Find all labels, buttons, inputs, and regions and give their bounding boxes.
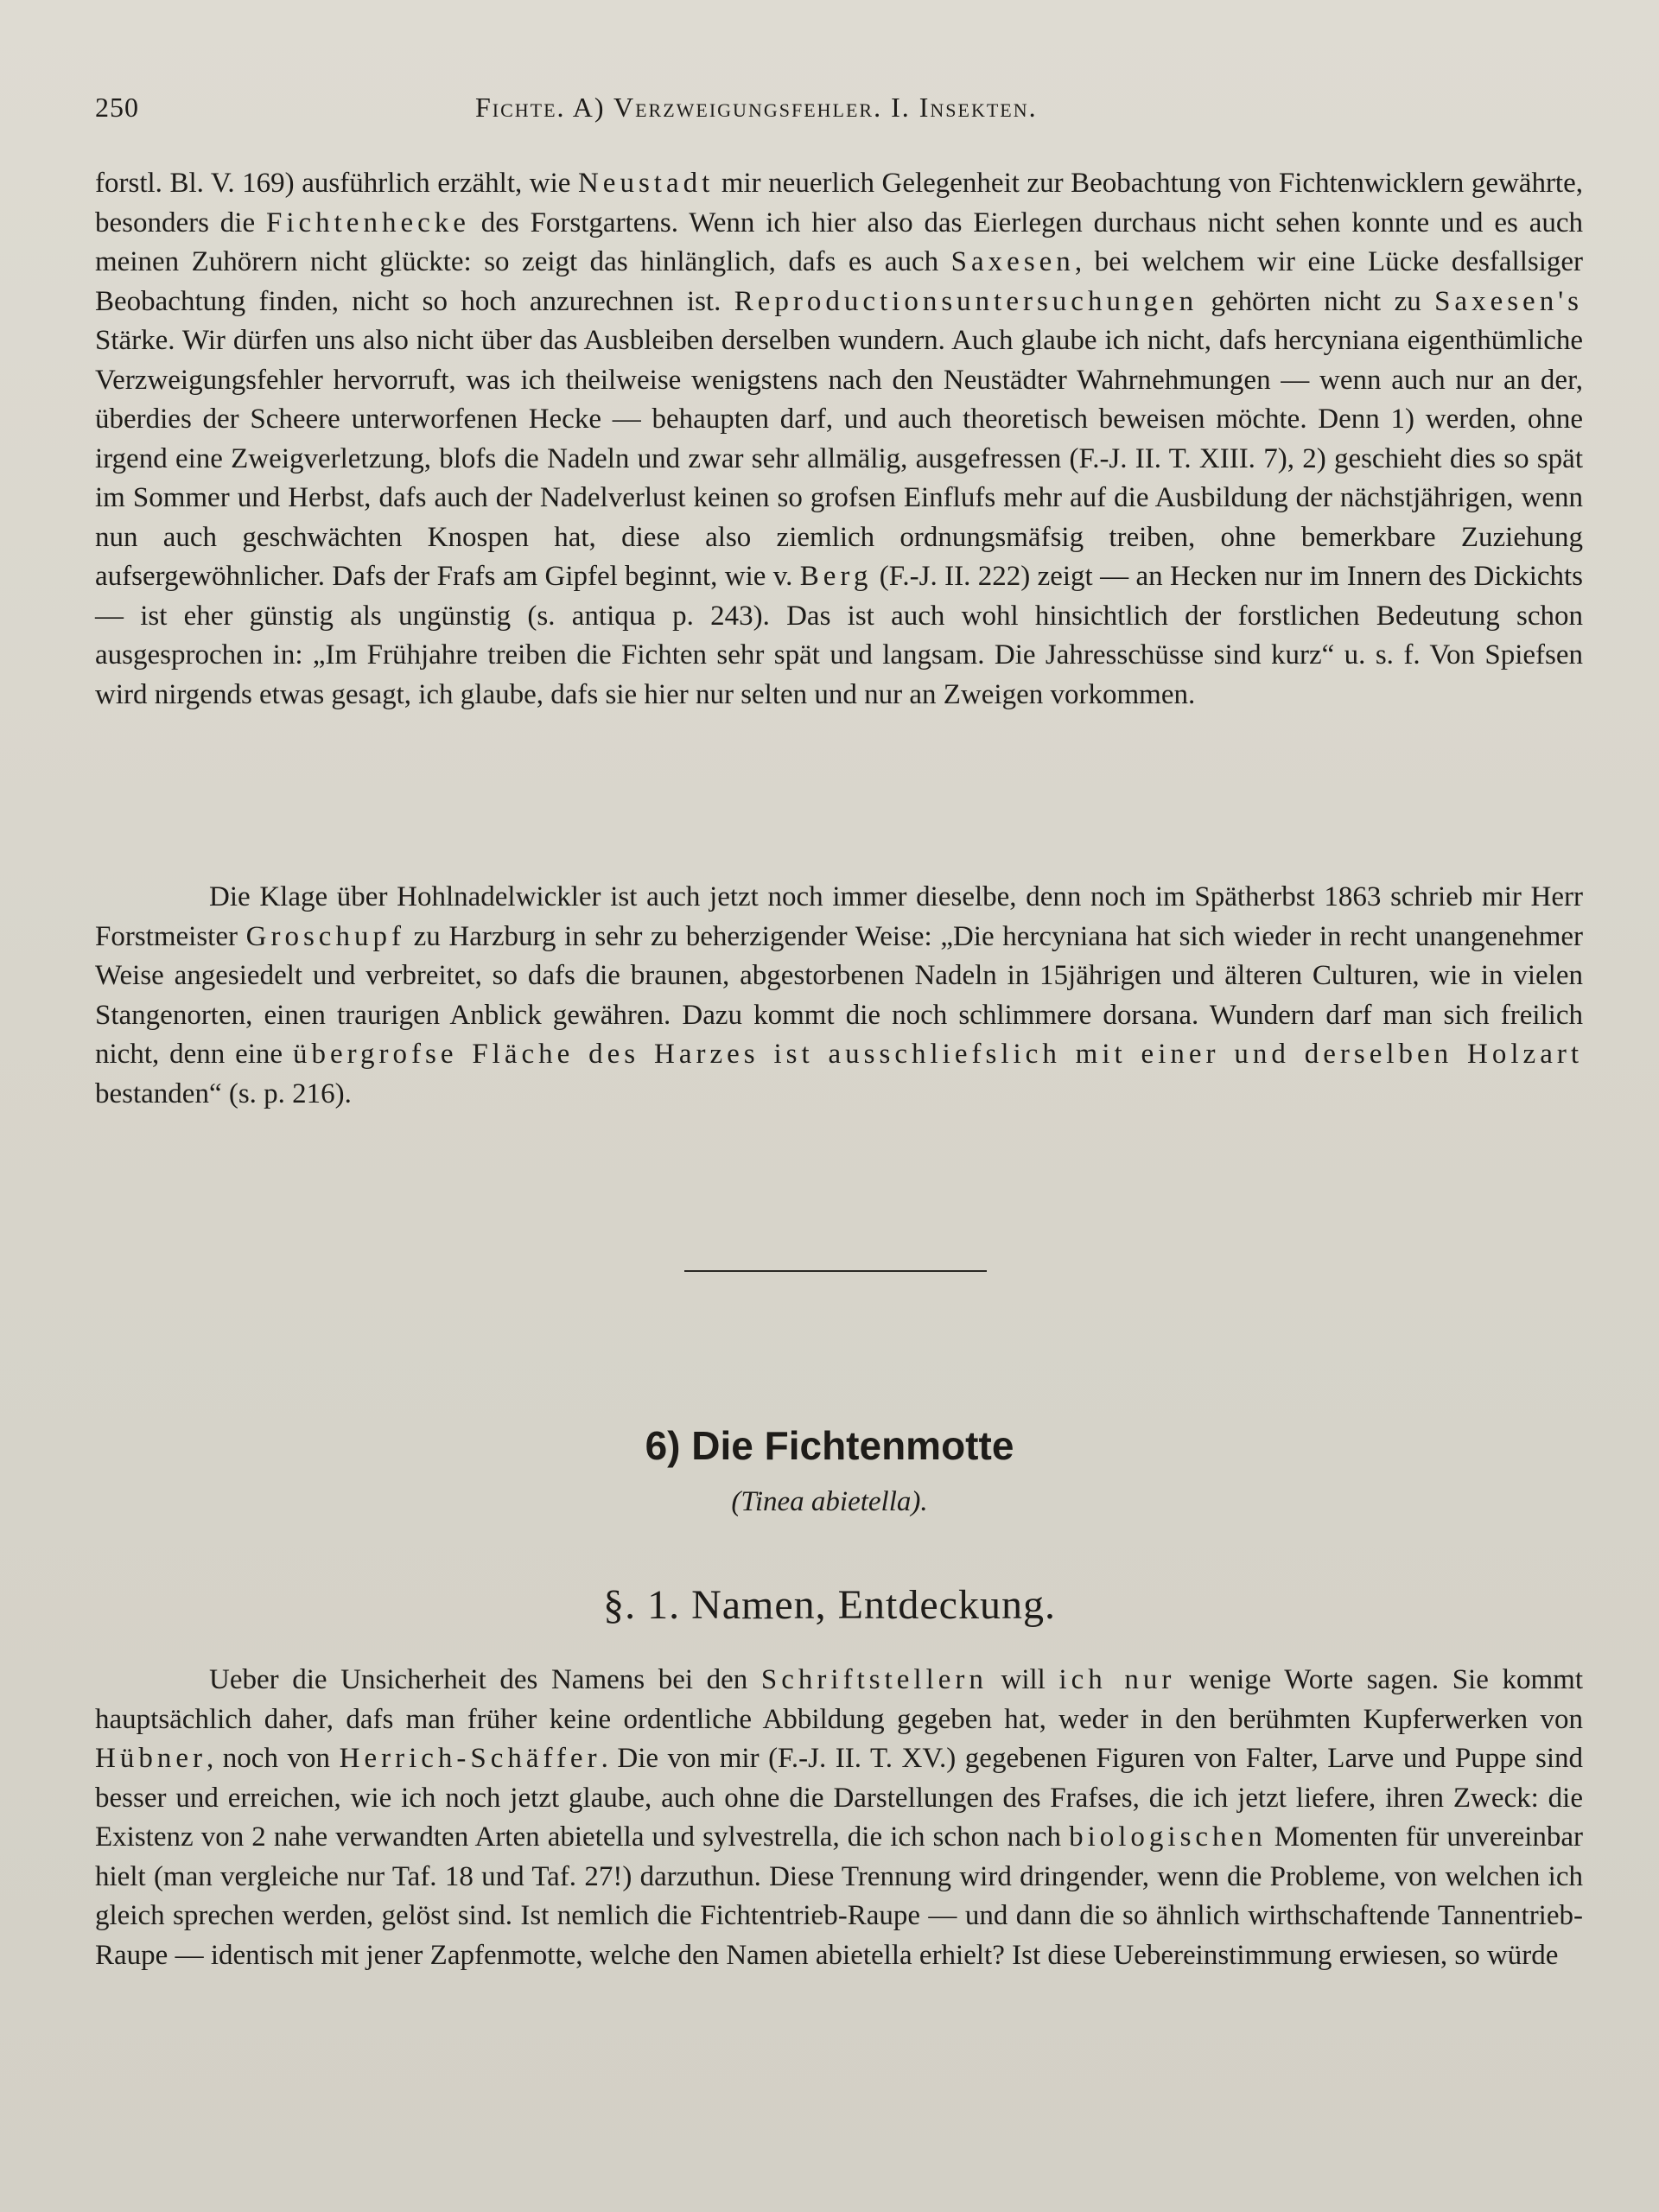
- text-run: Schriftstellern: [760, 1664, 988, 1695]
- text-run: Saxesen's: [1434, 285, 1583, 317]
- text-run: F.-J. II. T. XV.: [778, 1743, 947, 1774]
- text-run: . Die von mir (: [601, 1743, 779, 1774]
- paragraph-continued: [95, 164, 1583, 715]
- text-run: wird nirgends etwas gesagt, ich glaube, dafs sie hier nur selten und nur an Zweigen vorkommen.: [95, 678, 1196, 710]
- text-run: Saxesen: [950, 246, 1075, 277]
- text-run: Fichtenwicklern: [1278, 168, 1465, 199]
- text-run: Spiefsen: [1484, 639, 1583, 671]
- text-run: Herrich-Schäffer: [339, 1743, 601, 1774]
- text-run: p. 243). Das ist auch wohl hinsichtlich der forstlichen Bedeutung schon ausgesprochen in: „Im Frühjahre treiben die: [95, 600, 1584, 671]
- text-run: abietella: [815, 1939, 912, 1971]
- text-run: gewährte, besonders die: [95, 168, 1584, 238]
- text-run: hat sich wieder in recht unangenehmer Weise angesiedelt und verbreitet, so dafs die braunen, abgestorbenen Nadeln in 15jährigen und älteren Culturen, wie in vielen Stangenorten, einen traurigen Anblick gewähren. Dazu kommt die noch schlimmere: [95, 920, 1584, 1031]
- text-run: , noch von: [206, 1743, 340, 1774]
- text-run: ist auch jetzt noch immer dieselbe, denn noch im Spätherbst 1863 schrieb mir Herr Forstmeister: [95, 881, 1583, 952]
- text-run: dorsana: [1103, 999, 1192, 1031]
- text-run: biologischen: [1069, 1821, 1267, 1853]
- page-number: 250: [95, 92, 139, 123]
- text-run: Fichten: [621, 639, 708, 671]
- text-run: antiqua: [571, 600, 656, 632]
- paragraph-heading: §. 1. Namen, Entdeckung.: [603, 1582, 1056, 1628]
- text-run: Die Klage über: [209, 881, 397, 912]
- section-subtitle: (Tinea abietella).: [731, 1486, 928, 1517]
- text-run: eigenthümliche Verzweigungsfehler hervorruft, was ich theilweise wenigstens nach den Neustädter Wahrnehmungen — wenn auch nur an der, überdies der Scheere unterworfenen Hecke — behaupten darf, und auch theoretisch beweisen möchte. Denn 1) werden, ohne irgend eine Zweigverletzung, blofs die Nadeln und zwar sehr allmälig, ausgefressen (: [95, 325, 1584, 474]
- text-run: F.-J. II. T. XIII. 7: [1078, 442, 1278, 474]
- paragraph-1: [95, 164, 1583, 715]
- page-header: [95, 92, 1581, 135]
- text-run: Hohlnadelwickler: [397, 881, 601, 912]
- text-run: übergrofse Fläche des Harzes ist ausschliefslich mit einer und derselben Holzart: [292, 1039, 1584, 1070]
- text-run: sehr spät und langsam. Die Jahresschüsse sind kurz“ u. s. f. Von: [707, 639, 1485, 671]
- text-run: Neustadt: [577, 168, 715, 199]
- text-run: wenige Worte sagen. Sie kommt hauptsächlich daher, dafs man früher keine ordentliche Abbildung gegeben hat, weder in den berühmten Kupferwerken von: [95, 1664, 1583, 1735]
- text-run: Zapfenmotte: [429, 1939, 576, 1971]
- text-run: . Wundern darf man sich freilich nicht, denn eine: [95, 999, 1583, 1070]
- text-run: erhielt? Ist diese Uebereinstimmung erwiesen, so würde: [912, 1939, 1559, 1971]
- text-run: forstl. Bl. V. 169): [95, 168, 295, 199]
- text-run: , die ich schon nach: [832, 1821, 1070, 1853]
- section-divider: [684, 1270, 987, 1272]
- text-run: zeigt — an Hecken nur im Innern des Dickichts — ist eher günstig als ungünstig (s.: [95, 561, 1584, 632]
- text-run: ausführlich erzählt, wie: [294, 168, 578, 199]
- text-run: (: [872, 561, 889, 592]
- paragraph-3: [95, 1661, 1583, 1975]
- text-run: mir neuerlich Gelegenheit zur Beobachtung von: [714, 168, 1279, 199]
- paragraph-namen: [95, 1661, 1583, 1975]
- text-run: bestanden“ (s. p. 216).: [95, 1077, 352, 1109]
- text-run: und: [644, 1821, 703, 1853]
- text-run: hercyniana: [1002, 920, 1128, 952]
- text-run: gehörten nicht zu: [1198, 285, 1435, 317]
- text-run: Stärke. Wir dürfen uns also nicht über das Ausbleiben derselben wundern. Auch glaube ich nicht, dafs: [95, 325, 1274, 356]
- text-run: abietella: [547, 1821, 645, 1853]
- text-run: ich nur: [1058, 1664, 1176, 1695]
- text-run: sylvestrella: [702, 1821, 833, 1853]
- text-run: ), 2) geschieht dies so spät im Sommer und Herbst, dafs auch der Nadelverlust keinen so grofsen Einflufs mehr auf die Ausbildung der nächstjährigen, wenn nun auch geschwächten Knospen hat, diese also ziemlich ordnungsmäfsig treiben, ohne bemerkbare Zuziehung aufsergewöhnlicher. Dafs der Frafs am Gipfel beginnt, wie v.: [95, 442, 1583, 592]
- text-run: Reproductionsuntersuchungen: [734, 285, 1198, 317]
- text-run: Fichtenhecke: [265, 207, 470, 238]
- running-head: Fichte. A) Verzweigungsfehler. I. Insekten.: [475, 92, 1038, 123]
- text-run: Ueber die Unsicherheit des Namens bei den: [209, 1664, 761, 1695]
- paragraph-2: [95, 878, 1583, 1114]
- text-run: — identisch mit jener: [168, 1939, 430, 1971]
- text-run: Fichtentrieb-Raupe: [700, 1900, 921, 1931]
- text-run: zu Harzburg in sehr zu beherzigender Weise: „Die: [404, 920, 1003, 952]
- text-run: F.-J. II. 222): [888, 561, 1031, 592]
- text-run: , welche den Namen: [575, 1939, 816, 1971]
- section-title: 6) Die Fichtenmotte: [645, 1423, 1014, 1468]
- text-run: , bei welchem wir eine Lücke desfallsiger Beobachtung finden, nicht so hoch anzurechnen ist.: [95, 246, 1584, 317]
- text-run: — und dann die so ähnlich wirthschaftende: [920, 1900, 1438, 1931]
- text-run: will: [987, 1664, 1059, 1695]
- text-run: Tannentrieb-Raupe: [95, 1900, 1583, 1971]
- text-run: des Forstgartens. Wenn ich hier also das Eierlegen durchaus nicht sehen konnte und es auch meinen Zuhörern nicht glückte: so zeigt das hinlänglich, dafs es auch: [95, 207, 1583, 277]
- text-run: Berg: [799, 561, 873, 592]
- paragraph-klage: [95, 878, 1583, 1114]
- text-run: hercyniana: [1274, 325, 1400, 356]
- text-run: Groschupf: [245, 920, 405, 952]
- text-run: Momenten für unvereinbar hielt (man vergleiche nur Taf. 18 und Taf. 27!) darzuthun. Diese Trennung wird dringender, wenn die Probleme, von welchen ich gleich sprechen werden, gelöst sind. Ist nemlich die: [95, 1821, 1584, 1931]
- text-run: ) gegebenen Figuren von Falter, Larve und Puppe sind besser und erreichen, wie ich noch jetzt glaube, auch ohne die Darstellungen des Frafses, die ich jetzt liefere, ihren Zweck: die Existenz von 2 nahe verwandten Arten: [95, 1743, 1584, 1853]
- text-run: Hübner: [95, 1743, 207, 1774]
